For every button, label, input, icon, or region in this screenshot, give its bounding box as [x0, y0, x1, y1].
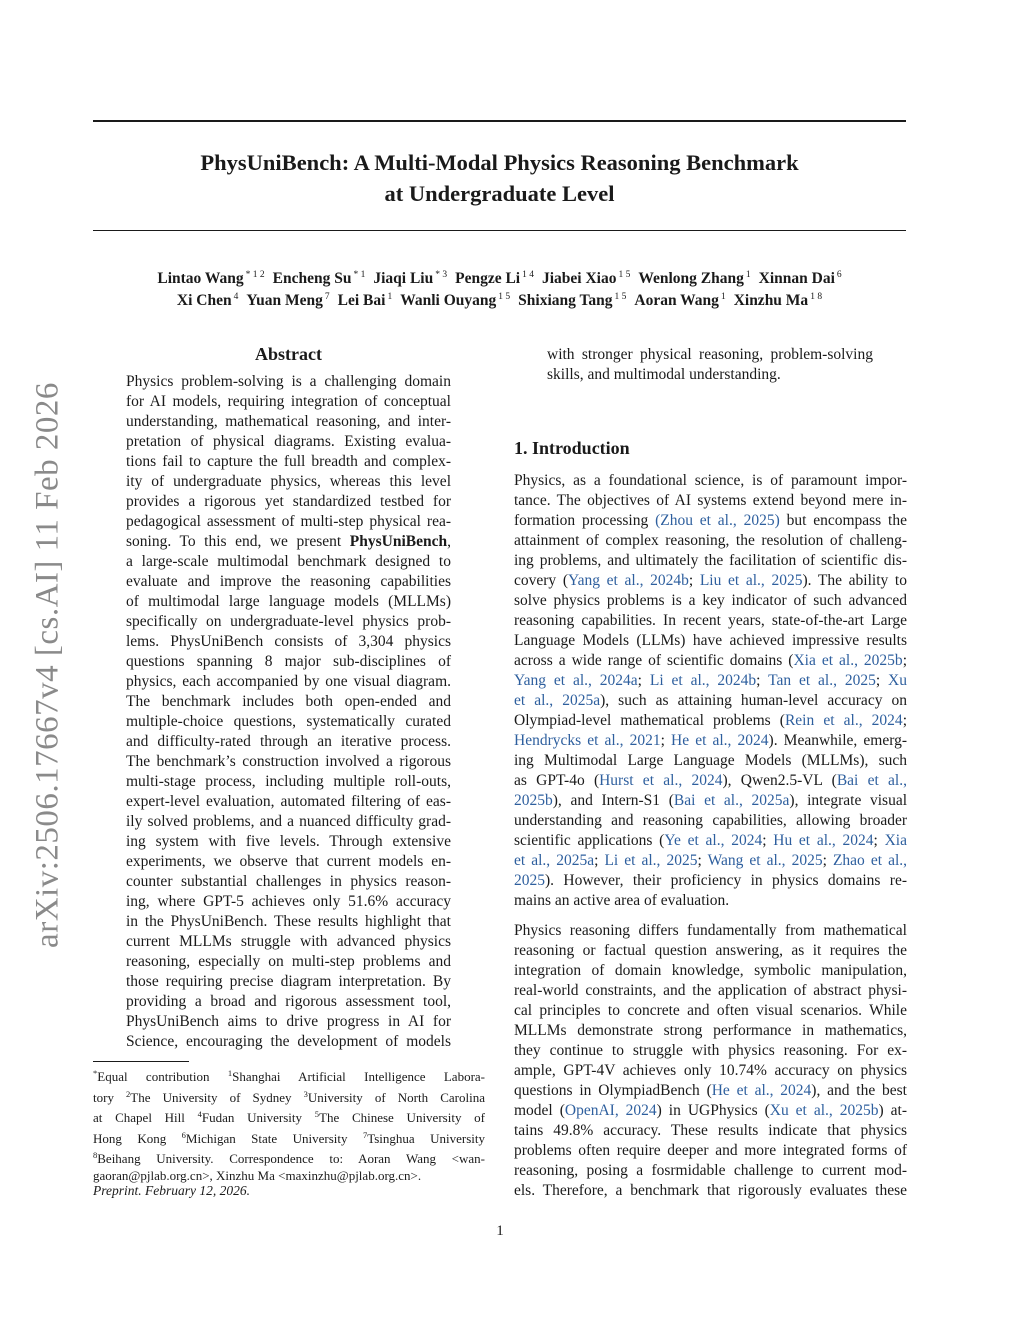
text-run: Fudan University — [201, 1110, 315, 1126]
paragraph-line — [514, 871, 907, 891]
citation-link[interactable]: et al., 2025a — [514, 852, 595, 869]
text-run: model ( — [514, 1102, 565, 1119]
author-name — [273, 270, 366, 287]
abstract-line: pretation of physical diagrams. Existing evalua- — [126, 433, 451, 450]
paragraph-line: els. Therefore, a benchmark that rigorously evaluates these — [514, 1182, 907, 1199]
abstract-line: in the PhysUniBench. These results highlight that — [126, 913, 451, 930]
paragraph-line — [514, 711, 907, 731]
citation-link[interactable]: He et al., 2024 — [671, 732, 769, 749]
footnote-marker: 4 — [197, 1109, 202, 1120]
text-run: ; — [688, 572, 700, 589]
text-run: Beihang University. Correspondence to: Aoran Wang <wan- — [97, 1151, 485, 1167]
paragraph-line — [514, 851, 907, 871]
citation-link[interactable]: He et al., 2024 — [711, 1082, 812, 1099]
top-rule — [93, 120, 906, 122]
abstract-line: reasoning, especially on multi-step problems and — [126, 953, 451, 970]
affiliation-marker: 1 8 — [810, 292, 823, 302]
paragraph-line: cal principles to concrete and often visual scenarios. While — [514, 1002, 907, 1019]
text-run: Shanghai Artificial Intelligence Labora- — [232, 1069, 486, 1084]
text-run: Hong Kong — [93, 1130, 182, 1146]
paragraph-line — [514, 731, 907, 751]
text-run: scientific applications ( — [514, 832, 665, 849]
affiliations-footnote — [93, 1065, 485, 1185]
text-run: ; — [875, 672, 889, 689]
text-run: formation processing — [514, 512, 656, 529]
preprint-notice: Preprint. February 12, 2026. — [93, 1183, 250, 1198]
citation-link[interactable]: Hu et al., 2024 — [773, 832, 874, 849]
title-bottom-rule — [93, 230, 906, 231]
abstract-line: those requiring precise diagram interpretation. By — [126, 973, 451, 990]
paragraph-line — [514, 771, 907, 791]
abstract-line: expert-level evaluation, automated filtering of eas- — [126, 793, 451, 810]
title-line: at Undergraduate Level — [384, 181, 615, 206]
abstract-body — [126, 372, 451, 1052]
citation-link[interactable]: Tan et al., 2025 — [768, 672, 876, 689]
author-name-text: Jiaqi Liu — [373, 270, 434, 287]
text-run: ), and the best — [811, 1082, 907, 1099]
text-run: ), and Intern-S1 ( — [552, 792, 674, 809]
abstract-line: The benchmark includes both open-ended and — [126, 693, 451, 710]
author-name — [400, 292, 510, 309]
author-name — [518, 292, 626, 309]
affiliation-marker: 1 — [720, 292, 726, 302]
text-run: as GPT-4o ( — [514, 772, 600, 789]
citation-link[interactable]: Yang et al., 2024a — [514, 672, 638, 689]
abstract-line: provides a rigorous yet standardized testbed for — [126, 493, 451, 510]
abstract-line: counter substantial challenges in physics reason- — [126, 873, 451, 890]
text-run: , — [447, 533, 451, 550]
author-name-text: Shixiang Tang — [518, 292, 613, 309]
citation-link[interactable]: et al., 2025a — [514, 692, 601, 709]
text-run: ). However, their proficiency in physics domains re- — [545, 872, 907, 889]
text-run: tory — [93, 1089, 127, 1105]
citation-link[interactable]: Liu et al., 2025 — [699, 572, 803, 589]
citation-link[interactable]: Wang et al., 2025 — [707, 852, 823, 869]
section-heading-introduction: 1. Introduction — [514, 438, 630, 458]
text-run: covery ( — [514, 572, 568, 589]
abstract-line: Physics problem-solving is a challenging domain — [126, 373, 451, 390]
paragraph-line: Physics, as a foundational science, is of paramount impor- — [514, 472, 907, 489]
text-run: ), such as attaining human-level accuracy on — [600, 692, 907, 709]
paragraph-line: real-world constraints, and the application of abstract physi- — [514, 982, 907, 999]
abstract-line: ing system with five levels. Through extensive — [126, 833, 451, 850]
abstract-line: ing, where GPT-5 achieves only 51.6% accuracy — [126, 893, 451, 910]
abstract-line: current MLLMs struggle with advanced physics — [126, 933, 451, 950]
paragraph-line: mains an active area of evaluation. — [514, 892, 730, 909]
paragraph-line: tains 49.8% accuracy. These results indicate that physics — [514, 1122, 907, 1139]
author-name-text: Pengze Li — [455, 270, 521, 287]
paragraph-line — [514, 671, 907, 691]
footnote-line — [93, 1065, 485, 1086]
citation-link[interactable]: Bai et al., 2025a — [673, 792, 790, 809]
author-name — [455, 270, 534, 287]
affiliation-marker: * 1 — [353, 270, 366, 280]
page-number: 1 — [496, 1223, 504, 1239]
citation-link[interactable]: Hurst et al., 2024 — [599, 772, 723, 789]
paragraph-line: ing problems, and ultimately the facilitation of scientific dis- — [514, 552, 907, 569]
citation-link[interactable]: Rein et al., 2024 — [784, 712, 903, 729]
paragraph-line: MLLMs demonstrate strong performance in mathematics, — [514, 1022, 907, 1039]
paragraph-line: problems often require deeper and more integrated forms of — [514, 1142, 907, 1159]
footnote-marker: 5 — [314, 1109, 319, 1120]
affiliation-marker: 1 — [745, 270, 751, 280]
text-run: ), Qwen2.5-VL ( — [722, 772, 837, 789]
author-name-text: Xi Chen — [176, 292, 232, 309]
text-run: ; — [822, 852, 833, 869]
author-name — [246, 292, 329, 309]
abstract-line: of multimodal large language models (MLLMs) — [126, 593, 451, 610]
footnote-marker: * — [93, 1068, 98, 1078]
intro-paragraph-2 — [514, 921, 907, 1201]
author-list — [93, 286, 906, 312]
paragraph-line — [514, 511, 907, 531]
citation-link[interactable]: Xia et al., 2025b — [793, 652, 903, 669]
text-run: ; — [762, 832, 774, 849]
abstract-line: specifically on undergraduate-level physics prob- — [126, 613, 451, 630]
affiliation-marker: * 3 — [435, 270, 448, 280]
text-run: ) in UGPhysics ( — [656, 1102, 770, 1119]
text-run: Equal contribution — [97, 1069, 228, 1084]
author-name-text: Lintao Wang — [157, 270, 244, 287]
paper-title — [93, 147, 906, 209]
abstract-line: Science, encouraging the development of models — [126, 1033, 451, 1050]
author-name — [638, 270, 750, 287]
paragraph-line — [514, 831, 907, 851]
text-run: Tsinghua University — [367, 1130, 486, 1146]
text-run: ; — [756, 672, 769, 689]
footnote-line — [93, 1106, 485, 1127]
text-run: ), integrate visual — [789, 792, 908, 809]
abstract-line: tions fail to capture the full breadth and complex- — [126, 453, 451, 470]
author-name-text: Jiabei Xiao — [541, 270, 617, 287]
citation-link[interactable]: Xia — [884, 832, 907, 849]
arxiv-identifier: arXiv:2506.17667v4 [cs.AI] 11 Feb 2026 — [29, 382, 66, 948]
paragraph-line: reasoning capabilities. In recent years, state-of-the-art Large — [514, 612, 907, 629]
text-run: across a wide range of scientific domains ( — [514, 652, 794, 669]
paragraph-line: understanding and reasoning capabilities, allowing broader — [514, 812, 907, 829]
affiliation-marker: * 1 2 — [245, 270, 265, 280]
affiliation-marker: 1 5 — [498, 292, 511, 302]
text-run: The University of Sydney — [130, 1089, 304, 1105]
footnote-marker: 8 — [93, 1150, 98, 1161]
text-run: ; — [697, 852, 708, 869]
citation-link[interactable]: Ye et al., 2024 — [664, 832, 763, 849]
author-name — [338, 292, 393, 309]
author-name-text: Aoran Wang — [634, 292, 719, 309]
text-run: ; — [902, 712, 907, 729]
text-run: ; — [873, 832, 885, 849]
paragraph-line — [514, 691, 907, 711]
affiliation-marker: 1 4 — [522, 270, 534, 280]
paragraph-line: Physics reasoning differs fundamentally from mathematical — [514, 922, 907, 939]
abstract-line: ity of undergraduate physics, whereas this level — [126, 473, 451, 490]
text-run: ). Meanwhile, emerg- — [768, 732, 907, 749]
text-run: Michigan State University — [185, 1130, 363, 1146]
footnote-line — [93, 1147, 485, 1168]
abstract-line: multiple-choice questions, systematically curated — [126, 713, 451, 730]
abstract-line: a large-scale multimodal benchmark designed to — [126, 553, 451, 570]
title-line: PhysUniBench: A Multi-Modal Physics Reasoning Benchmark — [200, 150, 799, 175]
affiliation-marker: 1 5 — [618, 270, 631, 280]
author-name-text: Yuan Meng — [246, 292, 323, 309]
citation-link[interactable]: Li et al., 2024b — [649, 672, 757, 689]
citation-link[interactable]: Hendrycks et al., 2021 — [514, 732, 661, 749]
abstract-line: multi-stage process, including multiple roll-outs, — [126, 773, 451, 790]
paragraph-line: ample, GPT-4V achieves only 10.74% accuracy on physics — [514, 1062, 907, 1079]
abstract-line: for AI models, requiring integration of conceptual — [126, 393, 451, 410]
affiliation-marker: 1 — [387, 292, 393, 302]
author-name — [634, 292, 725, 309]
abstract-line: pedagogical assessment of multi-step physical rea- — [126, 513, 451, 530]
author-name-text: Wenlong Zhang — [638, 270, 744, 287]
citation-link[interactable]: (Zhou et al., 2025) — [655, 512, 780, 529]
paragraph-line: solve physics problems is a key indicator of such advanced — [514, 592, 907, 609]
abstract-line — [126, 532, 451, 552]
paragraph-line: tance. The objectives of AI systems extend beyond mere in- — [514, 492, 907, 509]
citation-link[interactable]: 2025 — [514, 872, 545, 889]
author-name — [759, 270, 842, 287]
paragraph-line — [514, 1101, 907, 1121]
abstract-line: questions spanning 8 major sub-disciplines of — [126, 653, 451, 670]
author-name — [734, 292, 822, 309]
footnote-marker: 6 — [181, 1129, 186, 1140]
paragraph-line: Language Models (LLMs) have achieved impressive results — [514, 632, 907, 649]
affiliation-marker: 7 — [324, 292, 330, 302]
text-run: The Chinese University of — [319, 1110, 486, 1126]
text-run: ; — [594, 852, 605, 869]
author-name — [373, 270, 447, 287]
text-run: ; — [902, 652, 907, 669]
text-run: University of North Carolina — [307, 1089, 485, 1105]
footnote-line — [93, 1127, 485, 1148]
citation-link[interactable]: Zhao et al., — [832, 852, 908, 869]
paragraph-line: they continue to struggle with physics reasoning. For ex- — [514, 1042, 907, 1059]
abstract-line: understanding, mathematical reasoning, and inter- — [126, 413, 451, 430]
abstract-line: lems. PhysUniBench consists of 3,304 physics — [126, 633, 451, 650]
author-name-text: Wanli Ouyang — [400, 292, 497, 309]
text-run: ; — [660, 732, 672, 749]
footnote-marker: 1 — [227, 1068, 233, 1078]
paragraph-line — [514, 1081, 907, 1101]
author-name-text: Xinzhu Ma — [733, 292, 809, 309]
intro-paragraph-1 — [514, 471, 907, 911]
paragraph-line: attainment of complex reasoning, the resolution of challeng- — [514, 532, 907, 549]
citation-link[interactable]: Yang et al., 2024b — [568, 572, 689, 589]
author-name-text: Lei Bai — [337, 292, 386, 309]
paragraph-line: reasoning, posing a fosrmidable challenge to current mod- — [514, 1162, 907, 1179]
abstract-line: The benchmark’s construction involved a rigorous — [126, 753, 451, 770]
text-run: but encompass the — [779, 512, 907, 529]
abstract-line: skills, and multimodal understanding. — [547, 366, 781, 383]
abstract-line: providing a broad and rigorous assessment tool, — [126, 993, 451, 1010]
text-run: questions in OlympiadBench ( — [514, 1082, 712, 1099]
abstract-line: and difficulty-rated through an iterative process. — [126, 733, 451, 750]
author-name — [177, 292, 238, 309]
author-name-text: Xinnan Dai — [758, 270, 835, 287]
paragraph-line: ing Multimodal Large Language Models (MLLMs), such — [514, 752, 907, 769]
paragraph-line: integration of domain knowledge, symbolic manipulation, — [514, 962, 907, 979]
author-name — [157, 270, 264, 287]
abstract-line: with stronger physical reasoning, problem-solving — [547, 346, 873, 363]
author-name — [542, 270, 630, 287]
abstract-line: evaluate and improve the reasoning capabilities — [126, 573, 451, 590]
footnote-rule — [93, 1061, 189, 1062]
citation-link[interactable]: 2025b — [514, 792, 553, 809]
paragraph-line: reasoning or factual question answering, as it requires the — [514, 942, 907, 959]
abstract-line: experiments, we observe that current models en- — [126, 853, 451, 870]
citation-link[interactable]: Xu et al., 2025b — [769, 1102, 879, 1119]
benchmark-name: PhysUniBench — [349, 533, 448, 550]
footnote-marker: 3 — [303, 1088, 308, 1099]
affiliation-marker: 6 — [836, 270, 842, 280]
text-run: soning. To this end, we present — [126, 533, 350, 550]
footnote-line — [93, 1086, 485, 1107]
abstract-line: physics, each accompanied by one visual diagram. — [126, 673, 451, 690]
abstract-heading: Abstract — [255, 344, 322, 364]
affiliation-marker: 4 — [233, 292, 239, 302]
text-run: ; — [637, 672, 650, 689]
paragraph-line — [514, 571, 907, 591]
text-run: at Chapel Hill — [93, 1110, 198, 1126]
footnote-line: gaoran@pjlab.org.cn>, Xinzhu Ma <maxinzhu@pjlab.org.cn>. — [93, 1167, 422, 1183]
affiliation-marker: 1 5 — [614, 292, 627, 302]
citation-link[interactable]: OpenAI, 2024 — [564, 1102, 657, 1119]
author-name-text: Encheng Su — [272, 270, 352, 287]
citation-link[interactable]: Li et al., 2025 — [604, 852, 698, 869]
text-run: ) at- — [878, 1102, 907, 1119]
paragraph-line — [514, 651, 907, 671]
footnote-marker: 2 — [126, 1088, 131, 1099]
text-run: ). The ability to — [802, 572, 907, 589]
citation-link[interactable]: Xu — [888, 672, 907, 689]
citation-link[interactable]: Bai et al., — [836, 772, 907, 789]
footnote-marker: 7 — [362, 1129, 368, 1140]
text-run: Olympiad-level mathematical problems ( — [514, 712, 785, 729]
abstract-continuation — [547, 345, 873, 385]
abstract-line: PhysUniBench aims to drive progress in AI for — [126, 1013, 451, 1030]
abstract-line: ily solved problems, and a nuanced difficulty grad- — [126, 813, 451, 830]
paragraph-line — [514, 791, 907, 811]
